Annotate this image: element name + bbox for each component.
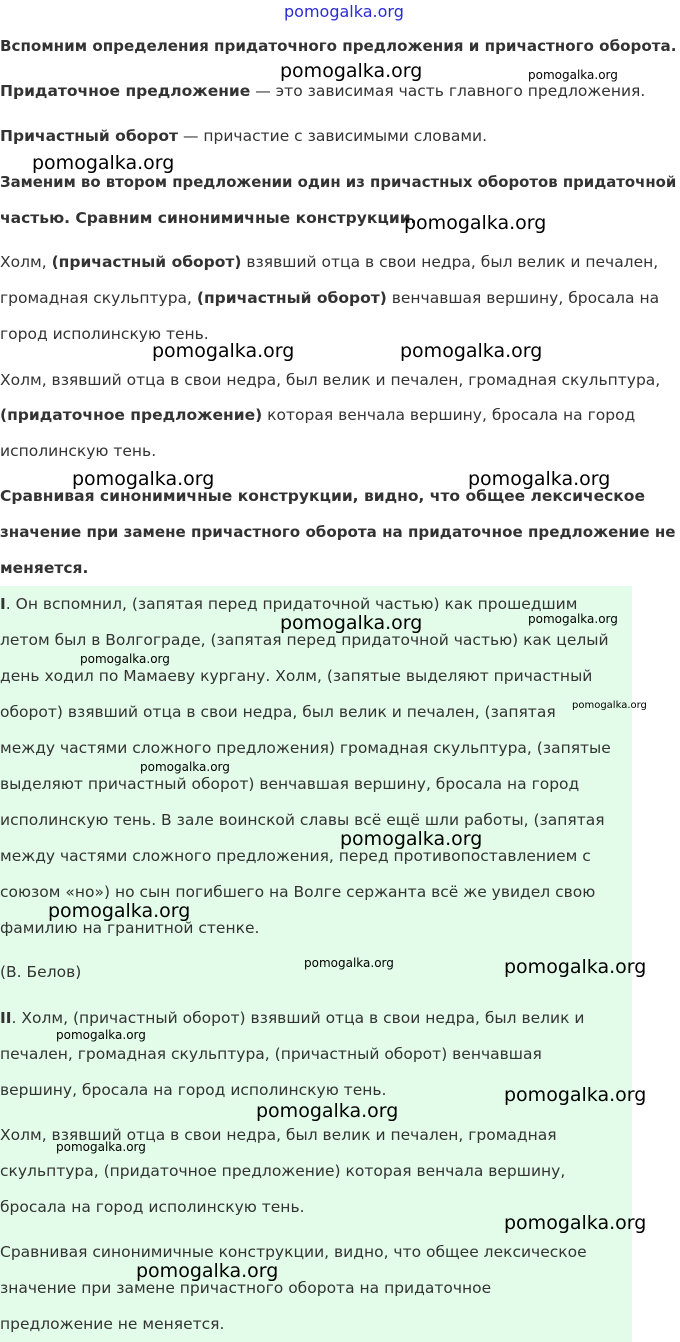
conclusion-line-2: значение при замене причастного оборота на придаточное предложение не — [0, 523, 676, 541]
example-2-line-3: исполинскую тень. — [0, 442, 157, 460]
definition-participial — [0, 126, 487, 146]
example-1-line-1 — [0, 252, 658, 272]
text-span: которая венчала вершину, бросала на город — [262, 406, 636, 424]
example-1-line-2 — [0, 288, 659, 308]
text-span: венчавшая вершину, бросала на — [386, 289, 660, 307]
box-line-2: летом был в Волгограде, (запятая перед придаточной частью) как целый — [0, 631, 609, 649]
watermark: pomogalka.org — [136, 1260, 279, 1282]
watermark: pomogalka.org — [152, 340, 295, 362]
task-line-2: частью. Сравним синонимичные конструкции. — [0, 209, 417, 227]
box-line-5: между частями сложного предложения) громадная скульптура, (запятые — [0, 739, 611, 757]
box-line-6: выделяют причастный оборот) венчавшая вершину, бросала на город — [0, 775, 580, 793]
watermark: pomogalka.org — [80, 652, 170, 666]
watermark: pomogalka.org — [32, 152, 175, 174]
watermark: pomogalka.org — [72, 468, 215, 490]
watermark: pomogalka.org — [468, 468, 611, 490]
box-line-17: бросала на город исполинскую тень. — [0, 1198, 305, 1216]
term-participial: Причастный оборот — [0, 127, 179, 145]
term-subordinate: Придаточное предложение — [0, 82, 251, 100]
text-span: громадная скульптура, — [0, 289, 197, 307]
watermark: pomogalka.org — [256, 1100, 399, 1122]
watermark: pomogalka.org — [340, 828, 483, 850]
box-line-12 — [0, 1008, 585, 1028]
example-2-line-1: Холм, взявший отца в свои недра, был велик и печален, громадная скульптура, — [0, 371, 661, 389]
box-line-7: исполинскую тень. В зале воинской славы всё ещё шли работы, (запятая — [0, 811, 605, 829]
definition-subordinate-text: — это зависимая часть главного предложения. — [250, 82, 646, 100]
note-participial: (причастный оборот) — [196, 289, 387, 307]
watermark: pomogalka.org — [400, 340, 543, 362]
part-number-1: I — [0, 595, 6, 613]
watermark: pomogalka.org — [304, 956, 394, 970]
watermark-header: pomogalka.org — [284, 2, 404, 21]
watermark: pomogalka.org — [528, 68, 618, 82]
watermark: pomogalka.org — [504, 956, 647, 978]
task-line-1: Заменим во втором предложении один из причастных оборотов придаточной — [0, 173, 677, 191]
definition-participial-text: — причастие с зависимыми словами. — [178, 127, 488, 145]
box-line-1 — [0, 594, 577, 614]
watermark: pomogalka.org — [572, 700, 647, 711]
note-subordinate: (придаточное предложение) — [0, 406, 263, 424]
box-line-8: между частями сложного предложения, перед противопоставлением с — [0, 847, 591, 865]
box-line-13: печален, громадная скульптура, (причастный оборот) венчавшая — [0, 1045, 542, 1063]
watermark: pomogalka.org — [48, 900, 191, 922]
watermark: pomogalka.org — [140, 760, 230, 774]
box-line-14: вершину, бросала на город исполинскую тень. — [0, 1081, 387, 1099]
conclusion-line-1: Сравнивая синонимичные конструкции, видно, что общее лексическое — [0, 487, 645, 505]
intro-line: Вспомним определения придаточного предложения и причастного оборота. — [0, 37, 677, 55]
watermark: pomogalka.org — [528, 612, 618, 626]
part-number-2: II — [0, 1009, 12, 1027]
definition-subordinate — [0, 81, 645, 101]
box-line-16: скульптура, (придаточное предложение) которая венчала вершину, — [0, 1162, 566, 1180]
box-line-20: предложение не меняется. — [0, 1315, 225, 1333]
watermark: pomogalka.org — [504, 1212, 647, 1234]
author: (В. Белов) — [0, 963, 82, 981]
box-line-18: Сравнивая синонимичные конструкции, видно, что общее лексическое — [0, 1243, 587, 1261]
watermark: pomogalka.org — [280, 612, 423, 634]
box-line-4: оборот) взявший отца в свои недра, был велик и печален, (запятая — [0, 703, 556, 721]
box-line-3: день ходил по Мамаеву кургану. Холм, (запятые выделяют причастный — [0, 667, 593, 685]
box-line-19: значение при замене причастного оборота на придаточное — [0, 1279, 492, 1297]
watermark: pomogalka.org — [56, 1028, 146, 1042]
text-span: . Он вспомнил, (запятая перед придаточной частью) как прошедшим — [5, 595, 578, 613]
example-1-line-3: город исполинскую тень. — [0, 325, 209, 343]
note-participial: (причастный оборот) — [51, 253, 242, 271]
watermark: pomogalka.org — [504, 1084, 647, 1106]
text-span: Холм, — [0, 253, 52, 271]
text-span: . Холм, (причастный оборот) взявший отца в свои недра, был велик и — [11, 1009, 585, 1027]
box-line-15: Холм, взявший отца в свои недра, был велик и печален, громадная — [0, 1126, 557, 1144]
watermark: pomogalka.org — [404, 212, 547, 234]
watermark: pomogalka.org — [280, 60, 423, 82]
box-line-10: фамилию на гранитной стенке. — [0, 919, 260, 937]
conclusion-line-3: меняется. — [0, 559, 89, 577]
text-span: взявший отца в свои недра, был велик и печален, — [241, 253, 659, 271]
box-line-9: союзом «но») но сын погибшего на Волге сержанта всё же увидел свою — [0, 883, 596, 901]
example-2-line-2 — [0, 405, 635, 425]
watermark: pomogalka.org — [56, 1140, 146, 1154]
